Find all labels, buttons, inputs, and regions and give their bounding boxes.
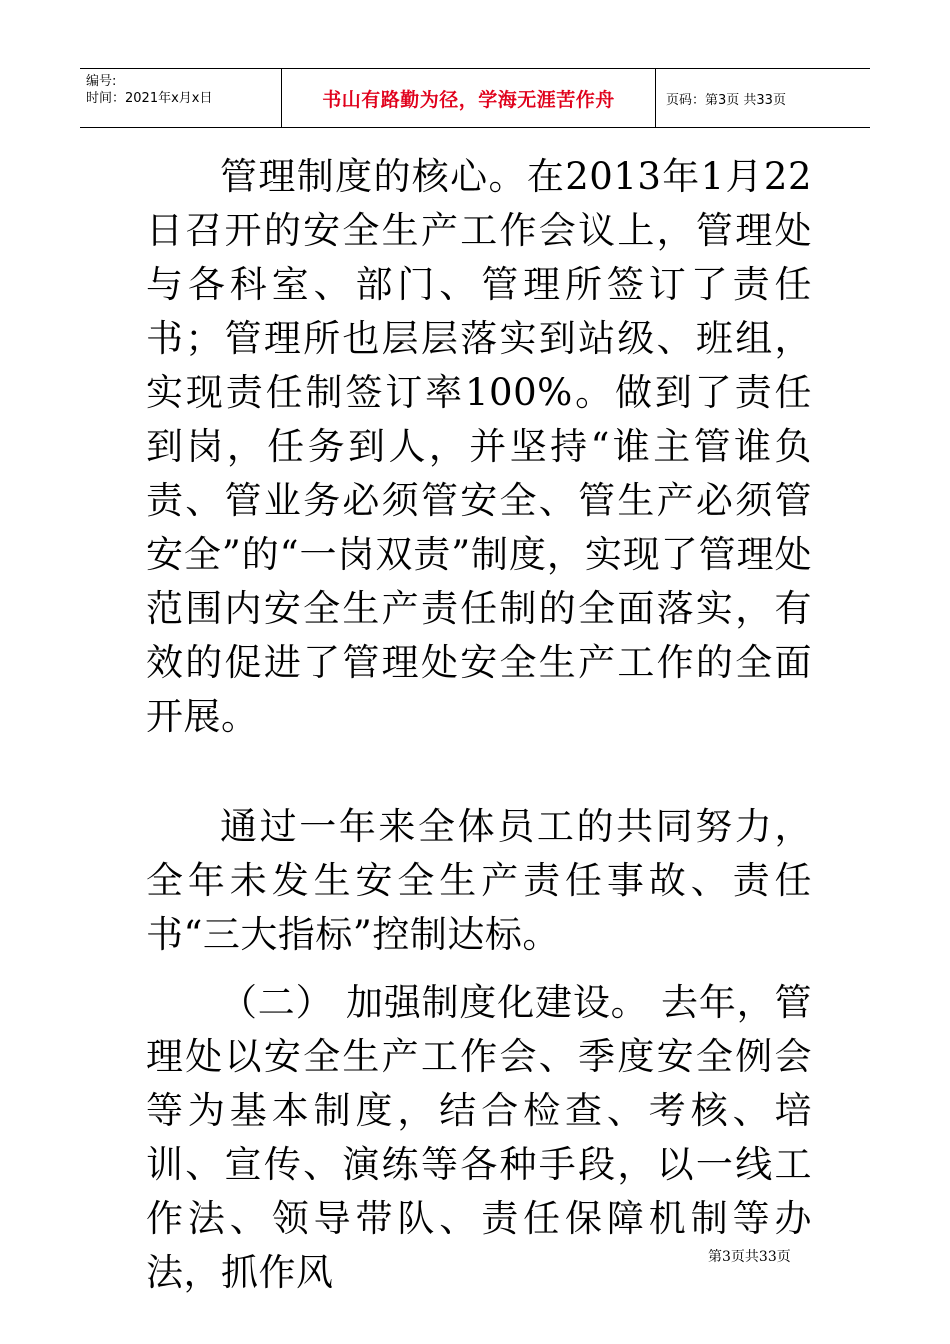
document-body — [146, 150, 812, 1300]
body-paragraph-2: 通过一年来全体员工的共同努力，全年未发生安全生产责任事故、责任书“三大指标”控制达标。 — [146, 805, 812, 956]
header-motto: 书山有路勤为径，学海无涯苦作舟 — [282, 69, 656, 127]
header-meta — [80, 69, 282, 127]
paragraph-spacer — [146, 962, 812, 976]
body-paragraph-3: （二） 加强制度化建设。 去年，管理处以安全生产工作会、季度安全例会等为基本制度，结合检查、考核、培训、宣传、演练等各种手段，以一线工作法、领导带队、责任保障机制等办法，抓作风 — [146, 981, 812, 1294]
document-number-label: 编号: — [86, 74, 117, 89]
page-footer: 第3页共33页 — [708, 1249, 791, 1265]
document-time-label: 时间：2021年x月x日 — [86, 91, 213, 106]
header-page-number: 页码：第3页 共33页 — [666, 92, 786, 108]
body-paragraph-1: 管理制度的核心。在2013年1月22日召开的安全生产工作会议上，管理处与各科室、部门、管理所签订了责任书；管理所也层层落实到站级、班组，实现责任制签订率100%。做到了责任到岗，任务到人，并坚持“谁主管谁负责、管业务必须管安全、管生产必须管安全”的“一岗双责”制度，实现了管理处范围内安全生产责任制的全面落实，有效的促进了管理处安全生产工作的全面开展。 — [146, 155, 812, 738]
page-header — [80, 68, 870, 128]
paragraph-spacer — [146, 744, 812, 800]
